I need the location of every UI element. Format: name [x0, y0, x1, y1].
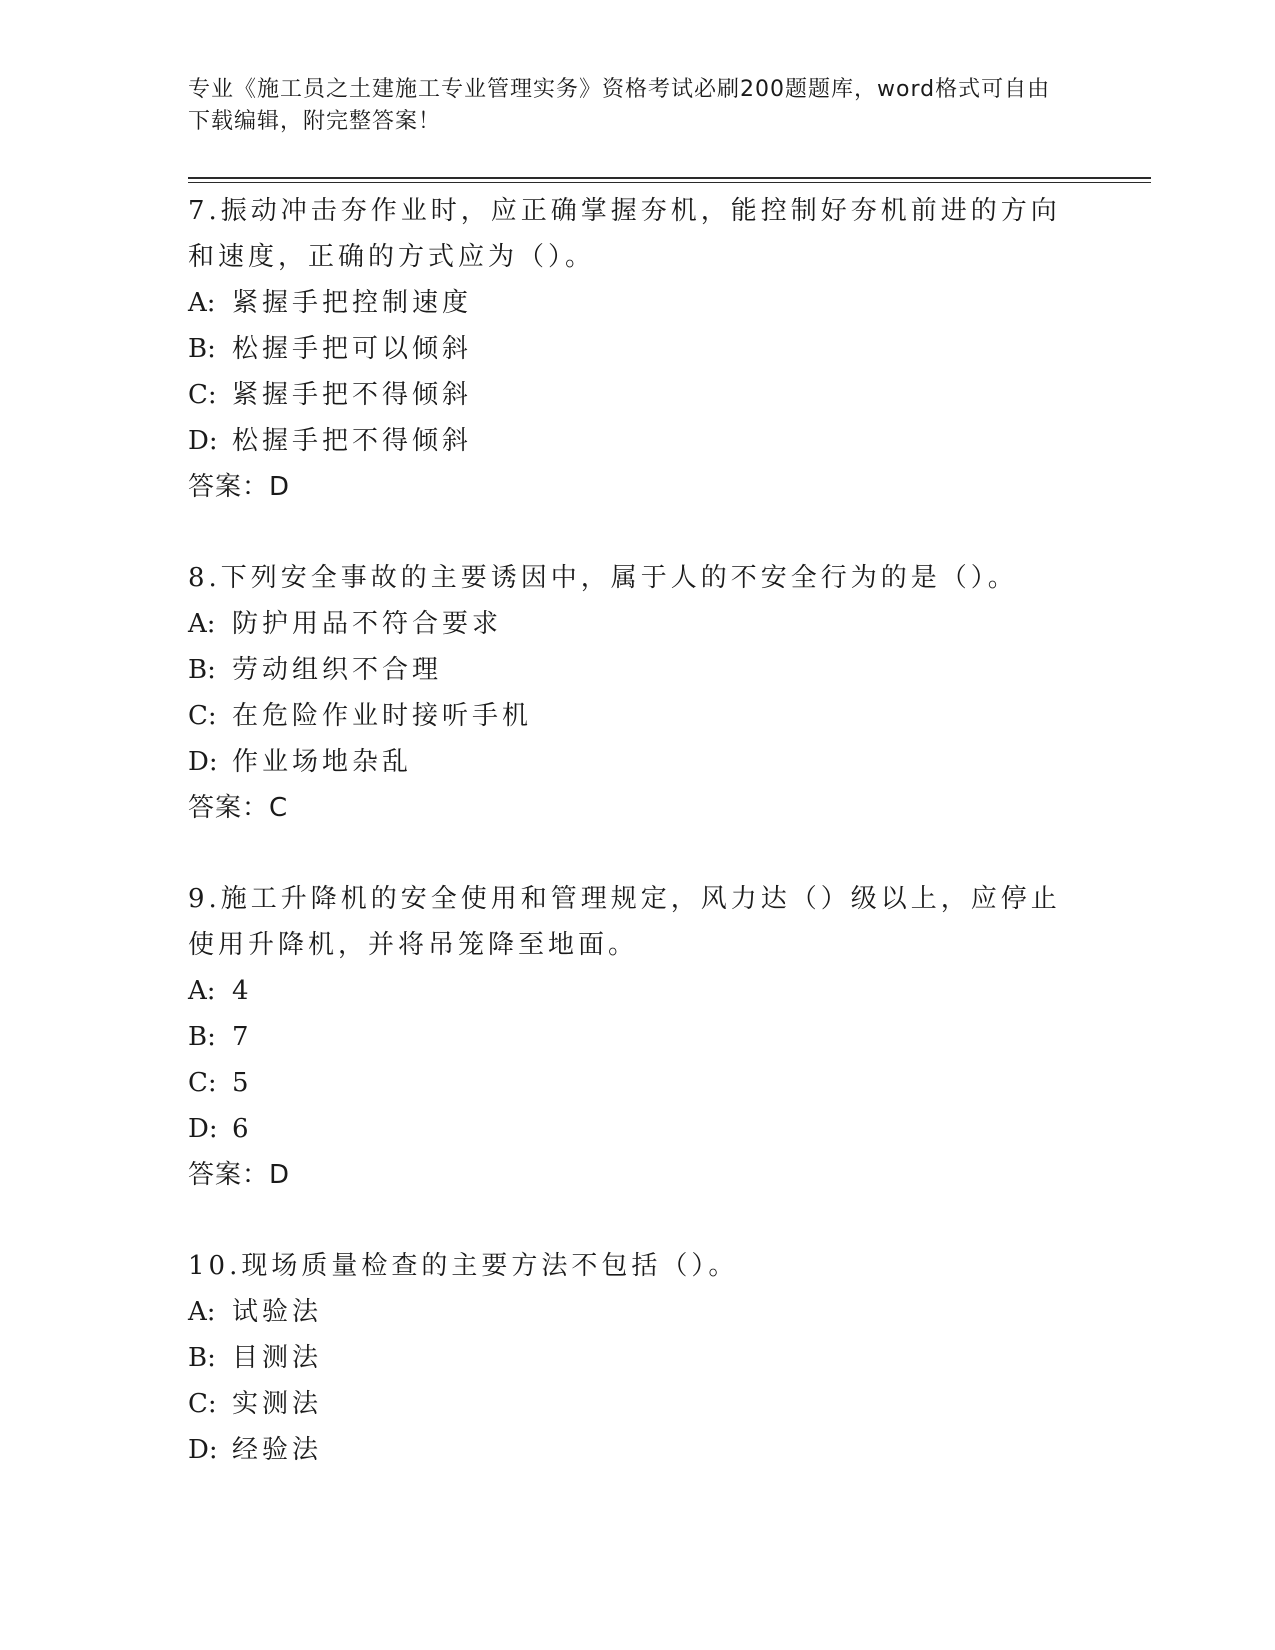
- option-letter: A:: [188, 288, 216, 318]
- option-text: 作业场地杂乱: [232, 747, 413, 777]
- option-text: 目测法: [232, 1343, 323, 1373]
- question-9: [188, 876, 1068, 1198]
- answer-line: 答案：C: [188, 793, 289, 823]
- option-text: 劳动组织不合理: [232, 655, 443, 685]
- header-divider-thick: [188, 177, 1151, 179]
- answer-line: 答案：D: [188, 1160, 291, 1190]
- option-letter: D:: [188, 1114, 218, 1144]
- option-a: [188, 601, 1068, 647]
- option-text: 6: [232, 1114, 253, 1144]
- option-text: 5: [232, 1068, 253, 1098]
- option-letter: D:: [188, 747, 218, 777]
- option-text: 7: [232, 1022, 253, 1052]
- option-d: [188, 418, 1068, 464]
- option-letter: B:: [188, 655, 216, 685]
- option-text: 在危险作业时接听手机: [232, 701, 533, 731]
- option-letter: D:: [188, 426, 218, 456]
- option-letter: B:: [188, 334, 216, 364]
- question-text: 8.下列安全事故的主要诱因中，属于人的不安全行为的是（）。: [188, 563, 1018, 593]
- option-text: 防护用品不符合要求: [232, 609, 503, 639]
- option-c: [188, 1060, 1068, 1106]
- question-text: 7.振动冲击夯作业时，应正确掌握夯机，能控制好夯机前进的方向和速度，正确的方式应为（）。: [188, 196, 1061, 272]
- option-text: 紧握手把控制速度: [232, 288, 473, 318]
- question-list: [188, 188, 1068, 1518]
- option-text: 实测法: [232, 1389, 323, 1419]
- option-b: [188, 1335, 1068, 1381]
- option-text: 经验法: [232, 1435, 323, 1465]
- option-text: 试验法: [232, 1297, 323, 1327]
- option-letter: B:: [188, 1022, 216, 1052]
- question-10: [188, 1243, 1068, 1473]
- option-letter: C:: [188, 1389, 217, 1419]
- option-letter: C:: [188, 1068, 217, 1098]
- option-c: [188, 1381, 1068, 1427]
- option-b: [188, 1014, 1068, 1060]
- option-text: 紧握手把不得倾斜: [232, 380, 473, 410]
- question-text: 10.现场质量检查的主要方法不包括（）。: [188, 1251, 739, 1281]
- header-divider-thin: [188, 182, 1151, 183]
- option-d: [188, 1106, 1068, 1152]
- option-d: [188, 739, 1068, 785]
- option-letter: D:: [188, 1435, 218, 1465]
- option-a: [188, 280, 1068, 326]
- question-8: [188, 555, 1068, 831]
- question-text: 9.施工升降机的安全使用和管理规定，风力达（）级以上，应停止使用升降机，并将吊笼降至地面。: [188, 884, 1061, 960]
- option-text: 4: [232, 976, 253, 1006]
- option-a: [188, 968, 1068, 1014]
- question-7: [188, 188, 1068, 510]
- option-letter: A:: [188, 976, 216, 1006]
- option-letter: C:: [188, 380, 217, 410]
- option-b: [188, 647, 1068, 693]
- answer-line: 答案：D: [188, 472, 291, 502]
- option-d: [188, 1427, 1068, 1473]
- option-a: [188, 1289, 1068, 1335]
- document-header: 专业《施工员之土建施工专业管理实务》资格考试必刷200题题库，word格式可自由下载编辑，附完整答案！: [188, 77, 1051, 134]
- option-text: 松握手把可以倾斜: [232, 334, 473, 364]
- option-letter: A:: [188, 609, 216, 639]
- option-letter: B:: [188, 1343, 216, 1373]
- option-letter: C:: [188, 701, 217, 731]
- option-c: [188, 693, 1068, 739]
- option-letter: A:: [188, 1297, 216, 1327]
- option-text: 松握手把不得倾斜: [232, 426, 473, 456]
- option-b: [188, 326, 1068, 372]
- option-c: [188, 372, 1068, 418]
